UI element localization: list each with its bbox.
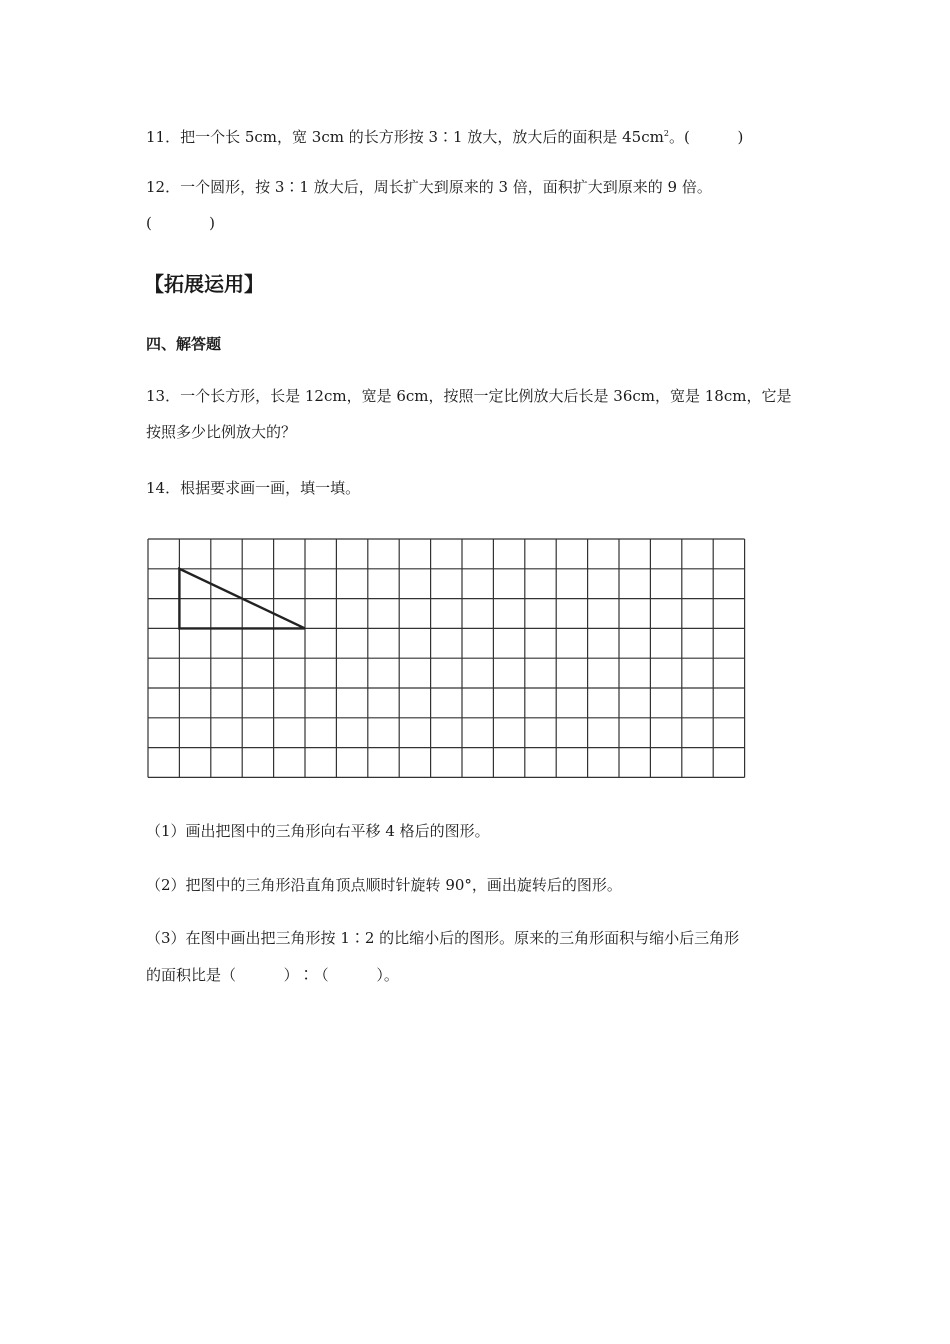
- question-14-sub-3-line-1: （3）在图中画出把三角形按 1∶2 的比缩小后的图形。原来的三角形面积与缩小后三角形: [146, 929, 740, 947]
- question-12-answer-blank: ( ): [146, 214, 215, 232]
- question-14-title: 14．根据要求画一画，填一填。: [146, 479, 361, 497]
- section-title: 【拓展运用】: [144, 272, 264, 296]
- question-11: [146, 124, 743, 147]
- question-11-answer-blank: 。( ): [668, 128, 744, 146]
- square-grid[interactable]: [146, 537, 746, 779]
- question-11-text: 11．把一个长 5cm，宽 3cm 的长方形按 3∶1 放大，放大后的面积是 45cm: [146, 128, 664, 146]
- question-14-sub-2: （2）把图中的三角形沿直角顶点顺时针旋转 90°，画出旋转后的图形。: [146, 876, 622, 894]
- part-title: 四、解答题: [146, 335, 222, 353]
- question-14-sub-1: （1）画出把图中的三角形向右平移 4 格后的图形。: [146, 822, 490, 840]
- question-13-line-1: 13．一个长方形，长是 12cm，宽是 6cm，按照一定比例放大后长是 36cm，宽是 18cm，它是: [146, 387, 792, 405]
- question-13-line-2: 按照多少比例放大的？: [146, 423, 297, 441]
- question-14-sub-3-line-2: 的面积比是（ ）∶（ ）。: [146, 966, 399, 984]
- question-12-line-1: 12．一个圆形，按 3∶1 放大后，周长扩大到原来的 3 倍，面积扩大到原来的 9 倍。: [146, 178, 712, 196]
- question-11-superscript: 2: [663, 129, 669, 138]
